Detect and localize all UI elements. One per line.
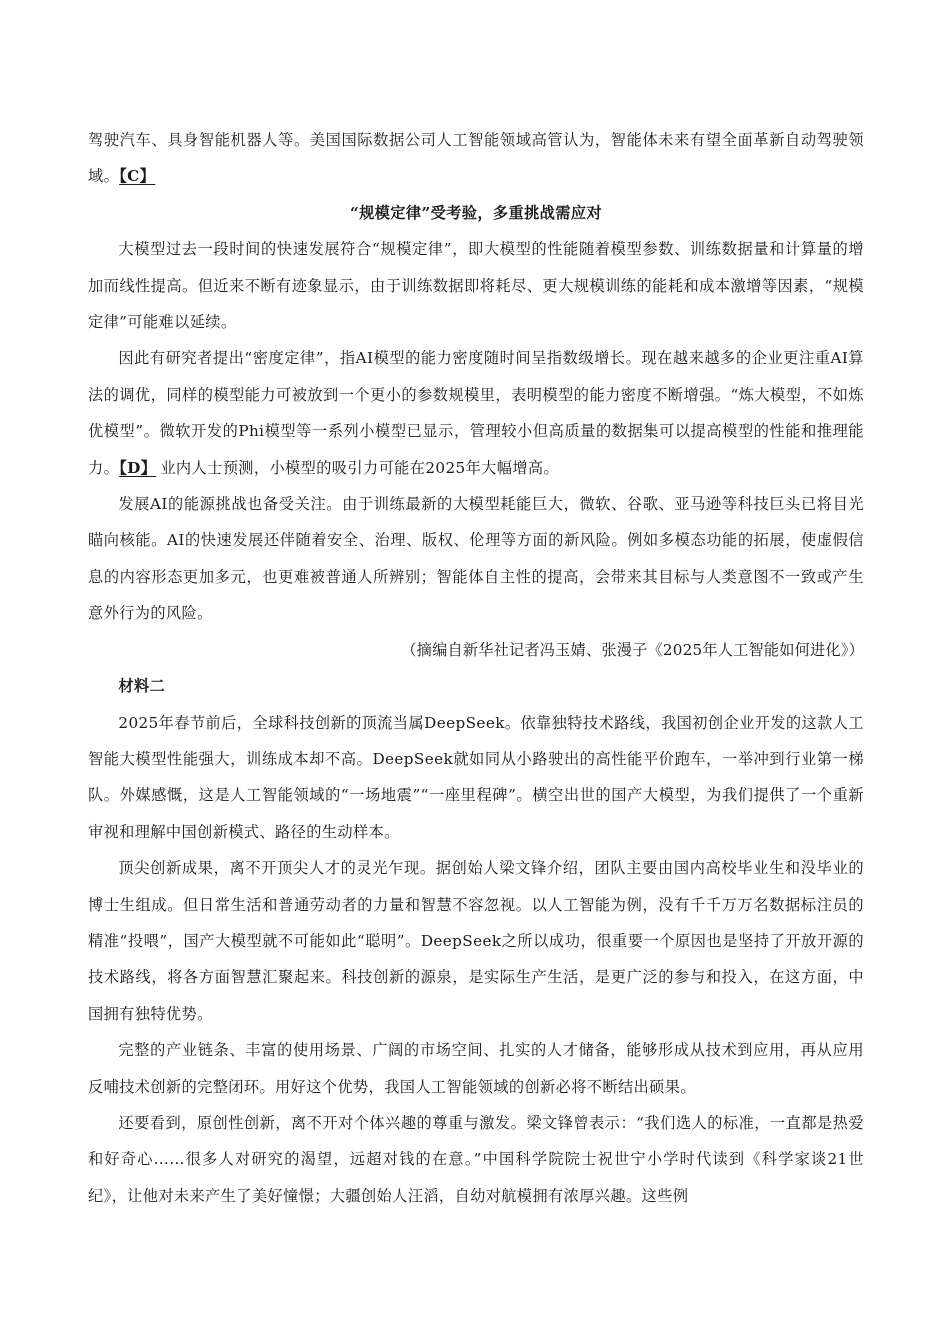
paragraph-continued	[88, 122, 864, 195]
paragraph-talent: 顶尖创新成果，离不开顶尖人才的灵光乍现。据创始人梁文锋介绍，团队主要由国内高校毕业生和没毕业的博士生组成。但日常生活和普通劳动者的力量和智慧不容忽视。以人工智能为例，没有千千万万名数据标注员的精准“投喂”，国产大模型就不可能如此“聪明”。DeepSeek之所以成功，很重要一个原因也是坚持了开放开源的技术路线，将各方面智慧汇聚起来。科技创新的源泉，是实际生产生活，是更广泛的参与和投入，在这方面，中国拥有独特优势。	[88, 859, 864, 1023]
paragraph-energy-challenge: 发展AI的能源挑战也备受关注。由于训练最新的大模型耗能巨大，微软、谷歌、亚马逊等科技巨头已将目光瞄向核能。AI的快速发展还伴随着安全、治理、版权、伦理等方面的新风险。例如多模态功能的拓展，使虚假信息的内容形态更加多元，也更难被普通人所辨别；智能体自主性的提高，会带来其目标与人类意图不一致或产生意外行为的风险。	[88, 495, 864, 623]
paragraph-deepseek: 2025年春节前后，全球科技创新的顶流当属DeepSeek。依靠独特技术路线，我国初创企业开发的这款人工智能大模型性能强大，训练成本却不高。DeepSeek就如同从小路驶出的高性能平价跑车，一举冲到行业第一梯队。外媒感慨，这是人工智能领域的“一场地震”“一座里程碑”。横空出世的国产大模型，为我们提供了一个重新审视和理解中国创新模式、路径的生动样本。	[88, 713, 864, 841]
paragraph-text: 驾驶汽车、具身智能机器人等。美国国际数据公司人工智能领域高管认为，智能体未来有望全面革新自动驾驶领域。	[88, 131, 864, 186]
paragraph-text: 业内人士预测，小模型的吸引力可能在2025年大幅增高。	[160, 458, 560, 477]
answer-marker-d: 【D】	[119, 458, 157, 477]
paragraph-scaling-law: 大模型过去一段时间的快速发展符合“规模定律”，即大模型的性能随着模型参数、训练数据量和计算量的增加而线性提高。但近来不断有迹象显示，由于训练数据即将耗尽、更大规模训练的能耗和成本激增等因素，“规模定律”可能难以延续。	[88, 240, 864, 332]
section-heading: “规模定律”受考验，多重挑战需应对	[349, 203, 603, 222]
answer-marker-c: 【C】	[119, 167, 156, 186]
paragraph-density-law	[88, 340, 864, 486]
paragraph-curiosity: 还要看到，原创性创新，离不开对个体兴趣的尊重与激发。梁文锋曾表示：“我们选人的标准，一直都是热爱和好奇心……很多人对研究的渴望，远超对钱的在意。”中国科学院院士祝世宁小学时代读到《科学家谈21世纪》，让他对未来产生了美好憧憬；大疆创始人汪滔，自幼对航模拥有浓厚兴趣。这些例	[88, 1113, 864, 1205]
paragraph-text: 因此有研究者提出“密度定律”，指AI模型的能力密度随时间呈指数级增长。现在越来越多的企业更注重AI算法的调优，同样的模型能力可被放到一个更小的参数规模里，表明模型的能力密度不断增强。“炼大模型，不如炼优模型”。微软开发的Phi模型等一系列小模型已显示，管理较小但高质量的数据集可以提高模型的性能和推理能力。	[88, 349, 864, 477]
document-page	[88, 122, 864, 1214]
paragraph-industry-chain: 完整的产业链条、丰富的使用场景、广阔的市场空间、扎实的人才储备，能够形成从技术到应用，再从应用反哺技术创新的完整闭环。用好这个优势，我国人工智能领域的创新必将不断结出硕果。	[88, 1041, 864, 1096]
source-citation: （摘编自新华社记者冯玉婧、张漫子《2025年人工智能如何进化》）	[401, 640, 864, 659]
material-two-title: 材料二	[118, 677, 166, 696]
